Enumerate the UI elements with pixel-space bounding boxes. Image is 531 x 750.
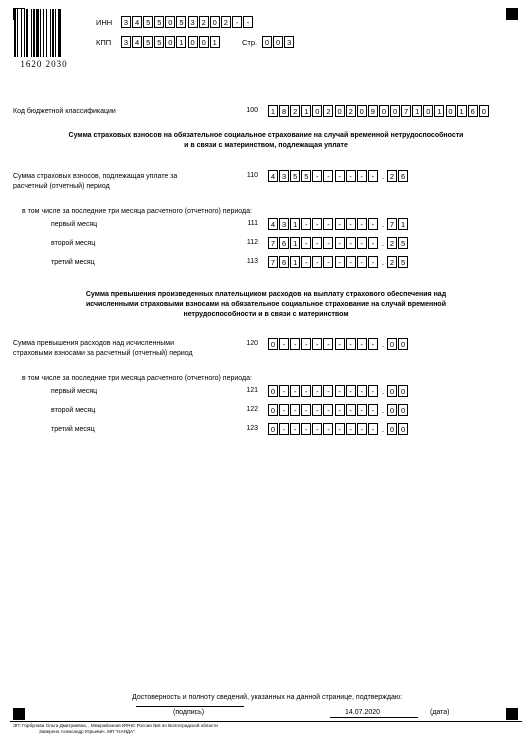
digit-cell: 2 — [221, 16, 231, 28]
digit-cell: - — [357, 338, 367, 350]
digit-cell: - — [335, 237, 345, 249]
kbk-line-code: 100 — [246, 107, 258, 114]
digit-cell: 1 — [457, 105, 467, 117]
digit-cell: 1 — [210, 36, 220, 48]
amount-122-cells — [268, 404, 409, 418]
decimal-digit-cell: 0 — [398, 338, 408, 350]
digit-cell: - — [290, 385, 300, 397]
digit-cell: 7 — [268, 256, 278, 268]
digital-signature-line1: ЭП: Горбунова Ольга Дмитриевна, , Межрайонная ИФНС России №5 по Волгоградской области — [13, 723, 218, 728]
signature-caption: (подпись) — [173, 709, 205, 716]
digit-cell: 5 — [154, 36, 164, 48]
digit-cell: - — [312, 338, 322, 350]
digit-cell: - — [335, 385, 345, 397]
digit-cell: 0 — [390, 105, 400, 117]
kbk-cells — [268, 105, 490, 117]
digit-cell: - — [368, 218, 378, 230]
section1-title-line1: Сумма страховых взносов на обязательное социальное страхование на случай временной нетрудоспособности — [68, 132, 464, 139]
digit-cell: - — [301, 423, 311, 435]
inn-label: ИНН — [96, 18, 113, 27]
digit-cell: 0 — [268, 423, 278, 435]
amount-120-cells — [268, 338, 409, 352]
digit-cell: 0 — [273, 36, 283, 48]
digit-cell: - — [335, 404, 345, 416]
digit-cell: - — [323, 218, 333, 230]
line-code-110: 110 — [246, 172, 258, 179]
digit-cell: - — [368, 237, 378, 249]
digit-cell: - — [312, 218, 322, 230]
digit-cell: - — [312, 256, 322, 268]
digit-cell: - — [346, 237, 356, 249]
digit-cell: 0 — [188, 36, 198, 48]
digit-cell: 4 — [132, 16, 142, 28]
digit-cell: - — [301, 338, 311, 350]
digit-cell: 0 — [423, 105, 433, 117]
decimal-digit-cell: 5 — [398, 237, 408, 249]
digit-cell: 4 — [132, 36, 142, 48]
digital-signature-line2: Заверено Александр Юрьевич, МП "НАЯДА" — [39, 729, 135, 734]
decimal-digit-cell: 2 — [387, 256, 397, 268]
digit-cell: 2 — [323, 105, 333, 117]
decimal-point: . — [381, 387, 385, 396]
digit-cell: 0 — [165, 16, 175, 28]
amount-110-cells — [268, 170, 409, 184]
digit-cell: 5 — [143, 36, 153, 48]
digit-cell: 6 — [279, 237, 289, 249]
digit-cell: 0 — [268, 404, 278, 416]
digit-cell: - — [290, 404, 300, 416]
digit-cell: 8 — [279, 105, 289, 117]
digit-cell: 6 — [279, 256, 289, 268]
amount-121-cells — [268, 385, 409, 399]
digit-cell: - — [301, 404, 311, 416]
digit-cell: - — [323, 256, 333, 268]
digit-cell: - — [368, 338, 378, 350]
decimal-point: . — [381, 239, 385, 248]
digit-cell: - — [335, 170, 345, 182]
digit-cell: - — [357, 237, 367, 249]
digit-cell: 1 — [412, 105, 422, 117]
amount-113-cells — [268, 256, 409, 270]
digit-cell: 1 — [290, 256, 300, 268]
section1-subheading: в том числе за последние три месяца расчетного (отчетного) периода: — [22, 208, 252, 215]
digit-cell: - — [301, 218, 311, 230]
digit-cell: 0 — [165, 36, 175, 48]
line-code-120: 120 — [246, 340, 258, 347]
digit-cell: 5 — [176, 16, 186, 28]
barcode — [14, 9, 74, 67]
digit-cell: - — [357, 218, 367, 230]
digit-cell: 3 — [284, 36, 294, 48]
kpp-label: КПП — [96, 38, 112, 47]
corner-marker-top-right — [506, 8, 518, 20]
row-122-label: второй месяц — [51, 407, 96, 414]
digit-cell: - — [312, 385, 322, 397]
page-label: Стр. — [242, 38, 258, 47]
decimal-digit-cell: 1 — [398, 218, 408, 230]
digit-cell: 9 — [368, 105, 378, 117]
digit-cell: - — [346, 385, 356, 397]
digit-cell: - — [301, 237, 311, 249]
decimal-point: . — [381, 425, 385, 434]
digit-cell: 0 — [379, 105, 389, 117]
digit-cell: - — [323, 237, 333, 249]
digit-cell: - — [346, 218, 356, 230]
digit-cell: 5 — [290, 170, 300, 182]
line-code-111: 111 — [247, 220, 258, 227]
decimal-digit-cell: 6 — [398, 170, 408, 182]
digit-cell: 0 — [268, 338, 278, 350]
date-line — [330, 717, 418, 718]
digit-cell: - — [323, 170, 333, 182]
decimal-digit-cell: 2 — [387, 237, 397, 249]
digit-cell: - — [290, 423, 300, 435]
digit-cell: 1 — [290, 237, 300, 249]
row-111-label: первый месяц — [51, 221, 98, 228]
digit-cell: 5 — [301, 170, 311, 182]
digit-cell: 2 — [346, 105, 356, 117]
digit-cell: 2 — [290, 105, 300, 117]
decimal-point: . — [381, 172, 385, 181]
digit-cell: - — [346, 256, 356, 268]
digit-cell: - — [301, 256, 311, 268]
line-code-122: 122 — [246, 406, 258, 413]
decimal-point: . — [381, 406, 385, 415]
row-121-label: первый месяц — [51, 388, 98, 395]
digit-cell: - — [279, 423, 289, 435]
decimal-digit-cell: 5 — [398, 256, 408, 268]
decimal-point: . — [381, 340, 385, 349]
digit-cell: - — [357, 256, 367, 268]
digit-cell: - — [335, 256, 345, 268]
digit-cell: - — [368, 404, 378, 416]
digit-cell: - — [323, 385, 333, 397]
digit-cell: 1 — [176, 36, 186, 48]
digit-cell: - — [312, 423, 322, 435]
digit-cell: - — [368, 256, 378, 268]
digit-cell: 5 — [154, 16, 164, 28]
barcode-bar — [61, 9, 62, 57]
kbk-label: Код бюджетной классификации — [13, 108, 116, 115]
digit-cell: 0 — [357, 105, 367, 117]
digit-cell: - — [312, 237, 322, 249]
decimal-digit-cell: 0 — [387, 423, 397, 435]
digit-cell: - — [357, 404, 367, 416]
line-code-113: 113 — [246, 258, 258, 265]
line-code-121: 121 — [246, 387, 258, 394]
digit-cell: 3 — [121, 16, 131, 28]
decimal-digit-cell: 0 — [398, 423, 408, 435]
digit-cell: 3 — [188, 16, 198, 28]
section2-subheading: в том числе за последние три месяца расчетного (отчетного) периода: — [22, 375, 252, 382]
section2-title-line1: Сумма превышения произведенных плательщиком расходов на выплату страхового обеспечения над — [85, 291, 447, 298]
date-caption: (дата) — [430, 709, 450, 716]
decimal-digit-cell: 0 — [398, 404, 408, 416]
digit-cell: - — [279, 338, 289, 350]
decimal-digit-cell: 0 — [387, 385, 397, 397]
digit-cell: 4 — [268, 170, 278, 182]
digit-cell: 1 — [434, 105, 444, 117]
line-code-123: 123 — [246, 425, 258, 432]
line-code-112: 112 — [246, 239, 258, 246]
digit-cell: - — [290, 338, 300, 350]
digit-cell: 0 — [199, 36, 209, 48]
digit-cell: 3 — [279, 218, 289, 230]
digit-cell: - — [323, 404, 333, 416]
decimal-digit-cell: 7 — [387, 218, 397, 230]
digit-cell: - — [323, 423, 333, 435]
digit-cell: 1 — [268, 105, 278, 117]
barcode-number: 1620 2030 — [20, 59, 68, 69]
digit-cell: 7 — [401, 105, 411, 117]
decimal-digit-cell: 0 — [387, 338, 397, 350]
section2-main-label-line2: страховыми взносами за расчетный (отчетный) период — [13, 350, 193, 357]
digit-cell: 7 — [268, 237, 278, 249]
digit-cell: - — [335, 338, 345, 350]
digit-cell: - — [323, 338, 333, 350]
digit-cell: - — [279, 404, 289, 416]
digit-cell: - — [368, 385, 378, 397]
digit-cell: 0 — [446, 105, 456, 117]
digit-cell: 3 — [121, 36, 131, 48]
digit-cell: - — [243, 16, 253, 28]
corner-marker-bottom-right — [506, 708, 518, 720]
decimal-point: . — [381, 220, 385, 229]
corner-marker-bottom-left — [13, 708, 25, 720]
date-value: 14.07.2020 — [345, 709, 381, 716]
row-123-label: третий месяц — [51, 426, 95, 433]
digit-cell: 6 — [468, 105, 478, 117]
digit-cell: - — [232, 16, 242, 28]
digit-cell: 1 — [301, 105, 311, 117]
confirmation-text: Достоверность и полноту сведений, указанных на данной странице, подтверждаю: — [132, 694, 403, 701]
inn-cells — [121, 16, 254, 28]
digit-cell: - — [312, 170, 322, 182]
digit-cell: 3 — [279, 170, 289, 182]
footer-separator — [10, 721, 522, 722]
row-113-label: третий месяц — [51, 259, 95, 266]
digit-cell: 5 — [143, 16, 153, 28]
digit-cell: - — [335, 218, 345, 230]
decimal-digit-cell: 0 — [387, 404, 397, 416]
digit-cell: - — [368, 423, 378, 435]
digit-cell: 2 — [199, 16, 209, 28]
digit-cell: - — [346, 170, 356, 182]
digit-cell: - — [357, 385, 367, 397]
digit-cell: - — [346, 404, 356, 416]
digit-cell: 0 — [262, 36, 272, 48]
section2-title-line3: нетрудоспособности и в связи с материнством — [183, 311, 349, 318]
section1-main-label-line1: Сумма страховых взносов, подлежащая уплате за — [13, 173, 178, 180]
digit-cell: - — [357, 170, 367, 182]
section2-title-line2: исчисленными страховыми взносами на обязательное социальное страхование на случай временной — [85, 301, 447, 308]
digit-cell: - — [346, 423, 356, 435]
section1-title-line2: и в связи с материнством, подлежащая уплате — [184, 142, 348, 149]
digit-cell: 0 — [479, 105, 489, 117]
row-112-label: второй месяц — [51, 240, 96, 247]
decimal-digit-cell: 0 — [398, 385, 408, 397]
digit-cell: - — [346, 338, 356, 350]
digit-cell: 0 — [312, 105, 322, 117]
digit-cell: 0 — [210, 16, 220, 28]
amount-123-cells — [268, 423, 409, 437]
digit-cell: - — [312, 404, 322, 416]
digit-cell: 1 — [290, 218, 300, 230]
digit-cell: - — [335, 423, 345, 435]
amount-112-cells — [268, 237, 409, 251]
digit-cell: - — [368, 170, 378, 182]
signature-line — [136, 706, 244, 707]
barcode-bars — [14, 9, 74, 57]
digit-cell: - — [357, 423, 367, 435]
decimal-point: . — [381, 258, 385, 267]
digit-cell: 4 — [268, 218, 278, 230]
decimal-digit-cell: 2 — [387, 170, 397, 182]
page-number-cells — [262, 36, 295, 48]
digit-cell: - — [279, 385, 289, 397]
digit-cell: 0 — [268, 385, 278, 397]
section2-main-label-line1: Сумма превышения расходов над исчисленными — [13, 340, 175, 347]
amount-111-cells — [268, 218, 409, 232]
section1-main-label-line2: расчетный (отчетный) период — [13, 183, 110, 190]
digit-cell: - — [301, 385, 311, 397]
kpp-cells — [121, 36, 221, 48]
digit-cell: 0 — [335, 105, 345, 117]
